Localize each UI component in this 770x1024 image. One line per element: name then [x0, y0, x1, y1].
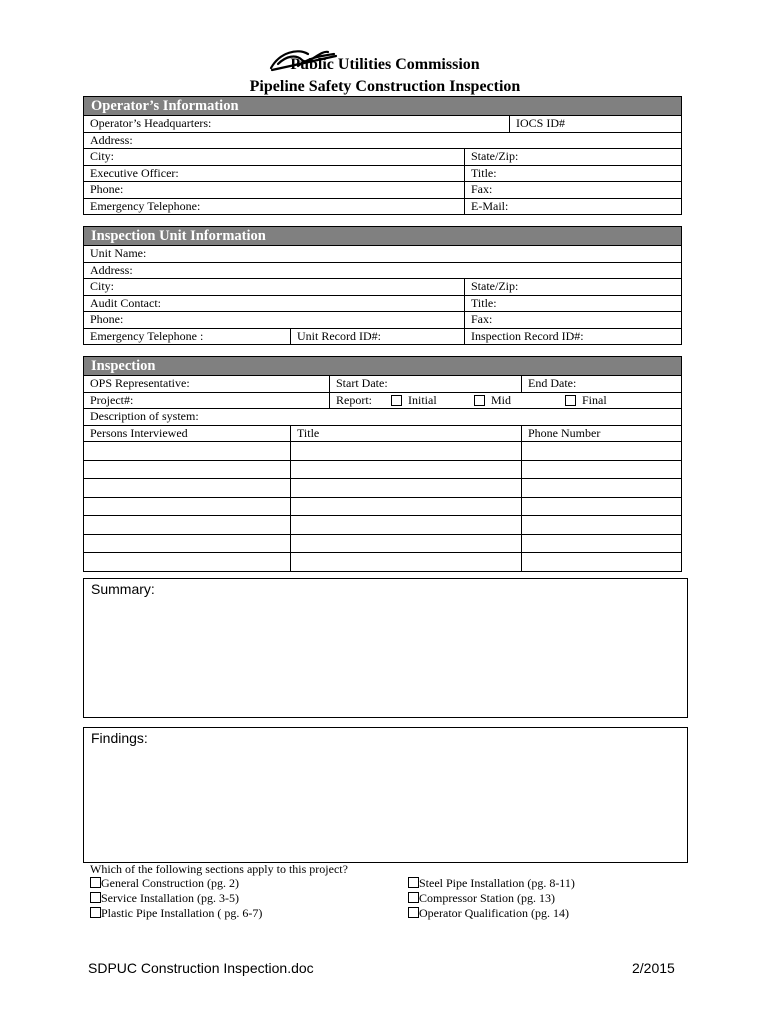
findings-box[interactable]	[83, 727, 688, 863]
option-operator-qualification[interactable]	[408, 906, 569, 921]
operator-emergency-telephone-field[interactable]: Emergency Telephone:	[90, 198, 201, 213]
operator-city-field[interactable]: City:	[90, 149, 115, 163]
report-mid-checkbox[interactable]	[474, 395, 485, 406]
option-plastic-pipe-installation[interactable]	[90, 906, 262, 921]
footer-date: 2/2015	[632, 960, 675, 976]
unit-address-field[interactable]: Address:	[90, 262, 133, 277]
operator-row-emergency	[84, 199, 681, 215]
unit-section-heading: Inspection Unit Information	[84, 227, 681, 246]
findings-label: Findings:	[91, 730, 148, 746]
unit-row-name	[84, 246, 681, 263]
operator-qualification-label: Operator Qualification (pg. 14)	[419, 906, 569, 920]
unit-record-id-field[interactable]: Unit Record ID#:	[290, 329, 381, 345]
operator-fax-field[interactable]: Fax:	[464, 182, 492, 198]
persons-table-row[interactable]	[84, 478, 681, 497]
report-initial-checkbox[interactable]	[391, 395, 402, 406]
start-date-field[interactable]: Start Date:	[329, 376, 388, 392]
unit-state-zip-field[interactable]: State/Zip:	[464, 279, 518, 295]
operator-phone-field[interactable]: Phone:	[90, 182, 124, 196]
unit-row-emergency	[84, 329, 681, 345]
sections-question: Which of the following sections apply to this project?	[90, 862, 348, 876]
operator-email-field[interactable]: E-Mail:	[464, 199, 508, 215]
general-construction-checkbox[interactable]	[90, 877, 101, 888]
general-construction-label: General Construction (pg. 2)	[101, 876, 239, 890]
unit-row-city	[84, 279, 681, 296]
operator-row-address	[84, 133, 681, 150]
unit-emergency-telephone-field[interactable]: Emergency Telephone :	[90, 328, 204, 343]
persons-table-header	[84, 426, 681, 442]
page-title: Public Utilities Commission	[290, 56, 480, 73]
operator-row-headquarters	[84, 116, 681, 133]
persons-table-row[interactable]	[84, 515, 681, 534]
summary-label: Summary:	[91, 581, 155, 597]
page-subtitle: Pipeline Safety Construction Inspection	[249, 78, 521, 95]
inspection-section-heading: Inspection	[84, 357, 681, 376]
unit-row-phone	[84, 312, 681, 329]
operator-section	[83, 96, 682, 215]
summary-box[interactable]	[83, 578, 688, 718]
steel-pipe-installation-label: Steel Pipe Installation (pg. 8-11)	[419, 876, 575, 890]
operator-row-executive	[84, 166, 681, 183]
compressor-station-label: Compressor Station (pg. 13)	[419, 891, 555, 905]
unit-row-audit	[84, 296, 681, 313]
operator-row-phone	[84, 182, 681, 199]
operator-address-field[interactable]: Address:	[90, 132, 133, 147]
report-final-label: Final	[582, 392, 607, 407]
operator-qualification-checkbox[interactable]	[408, 907, 419, 918]
headquarters-field[interactable]: Operator’s Headquarters:	[90, 116, 212, 130]
persons-table-row[interactable]	[84, 497, 681, 516]
report-type-group	[329, 393, 681, 409]
report-label: Report:	[336, 392, 372, 407]
plastic-pipe-installation-checkbox[interactable]	[90, 907, 101, 918]
unit-row-address	[84, 263, 681, 280]
project-number-field[interactable]: Project#:	[90, 392, 134, 407]
inspection-row-description	[84, 409, 681, 426]
col-phone-number: Phone Number	[521, 426, 600, 442]
persons-table-row[interactable]	[84, 534, 681, 553]
inspection-row-ops	[84, 376, 681, 393]
operator-section-heading: Operator’s Information	[84, 97, 681, 116]
ops-representative-field[interactable]: OPS Representative:	[90, 376, 190, 390]
audit-contact-field[interactable]: Audit Contact:	[90, 295, 161, 310]
persons-table-row[interactable]	[84, 460, 681, 479]
report-initial-label: Initial	[408, 392, 437, 407]
option-compressor-station[interactable]	[408, 891, 555, 906]
col-title: Title	[290, 426, 319, 442]
unit-section	[83, 226, 682, 345]
option-general-construction[interactable]	[90, 876, 239, 891]
persons-table-row[interactable]	[84, 441, 681, 460]
executive-officer-field[interactable]: Executive Officer:	[90, 165, 179, 180]
iocs-id-field[interactable]: IOCS ID#	[509, 116, 565, 132]
persons-table-row[interactable]	[84, 552, 681, 571]
unit-title-field[interactable]: Title:	[464, 296, 497, 312]
col-persons-interviewed: Persons Interviewed	[90, 425, 188, 440]
service-installation-label: Service Installation (pg. 3-5)	[101, 891, 239, 905]
end-date-field[interactable]: End Date:	[521, 376, 576, 392]
option-steel-pipe-installation[interactable]	[408, 876, 575, 891]
operator-row-city	[84, 149, 681, 166]
inspection-row-project	[84, 393, 681, 410]
operator-state-zip-field[interactable]: State/Zip:	[464, 149, 518, 165]
inspection-section	[83, 356, 682, 572]
report-final-checkbox[interactable]	[565, 395, 576, 406]
unit-city-field[interactable]: City:	[90, 279, 115, 293]
steel-pipe-installation-checkbox[interactable]	[408, 877, 419, 888]
unit-fax-field[interactable]: Fax:	[464, 312, 492, 328]
plastic-pipe-installation-label: Plastic Pipe Installation ( pg. 6-7)	[101, 906, 263, 920]
operator-title-field[interactable]: Title:	[464, 166, 497, 182]
description-of-system-field[interactable]: Description of system:	[90, 409, 199, 423]
inspection-record-id-field[interactable]: Inspection Record ID#:	[464, 329, 584, 345]
report-mid-label: Mid	[491, 392, 512, 407]
unit-name-field[interactable]: Unit Name:	[90, 246, 147, 260]
compressor-station-checkbox[interactable]	[408, 892, 419, 903]
footer-filename: SDPUC Construction Inspection.doc	[88, 960, 314, 976]
unit-phone-field[interactable]: Phone:	[90, 312, 124, 326]
option-service-installation[interactable]	[90, 891, 239, 906]
service-installation-checkbox[interactable]	[90, 892, 101, 903]
